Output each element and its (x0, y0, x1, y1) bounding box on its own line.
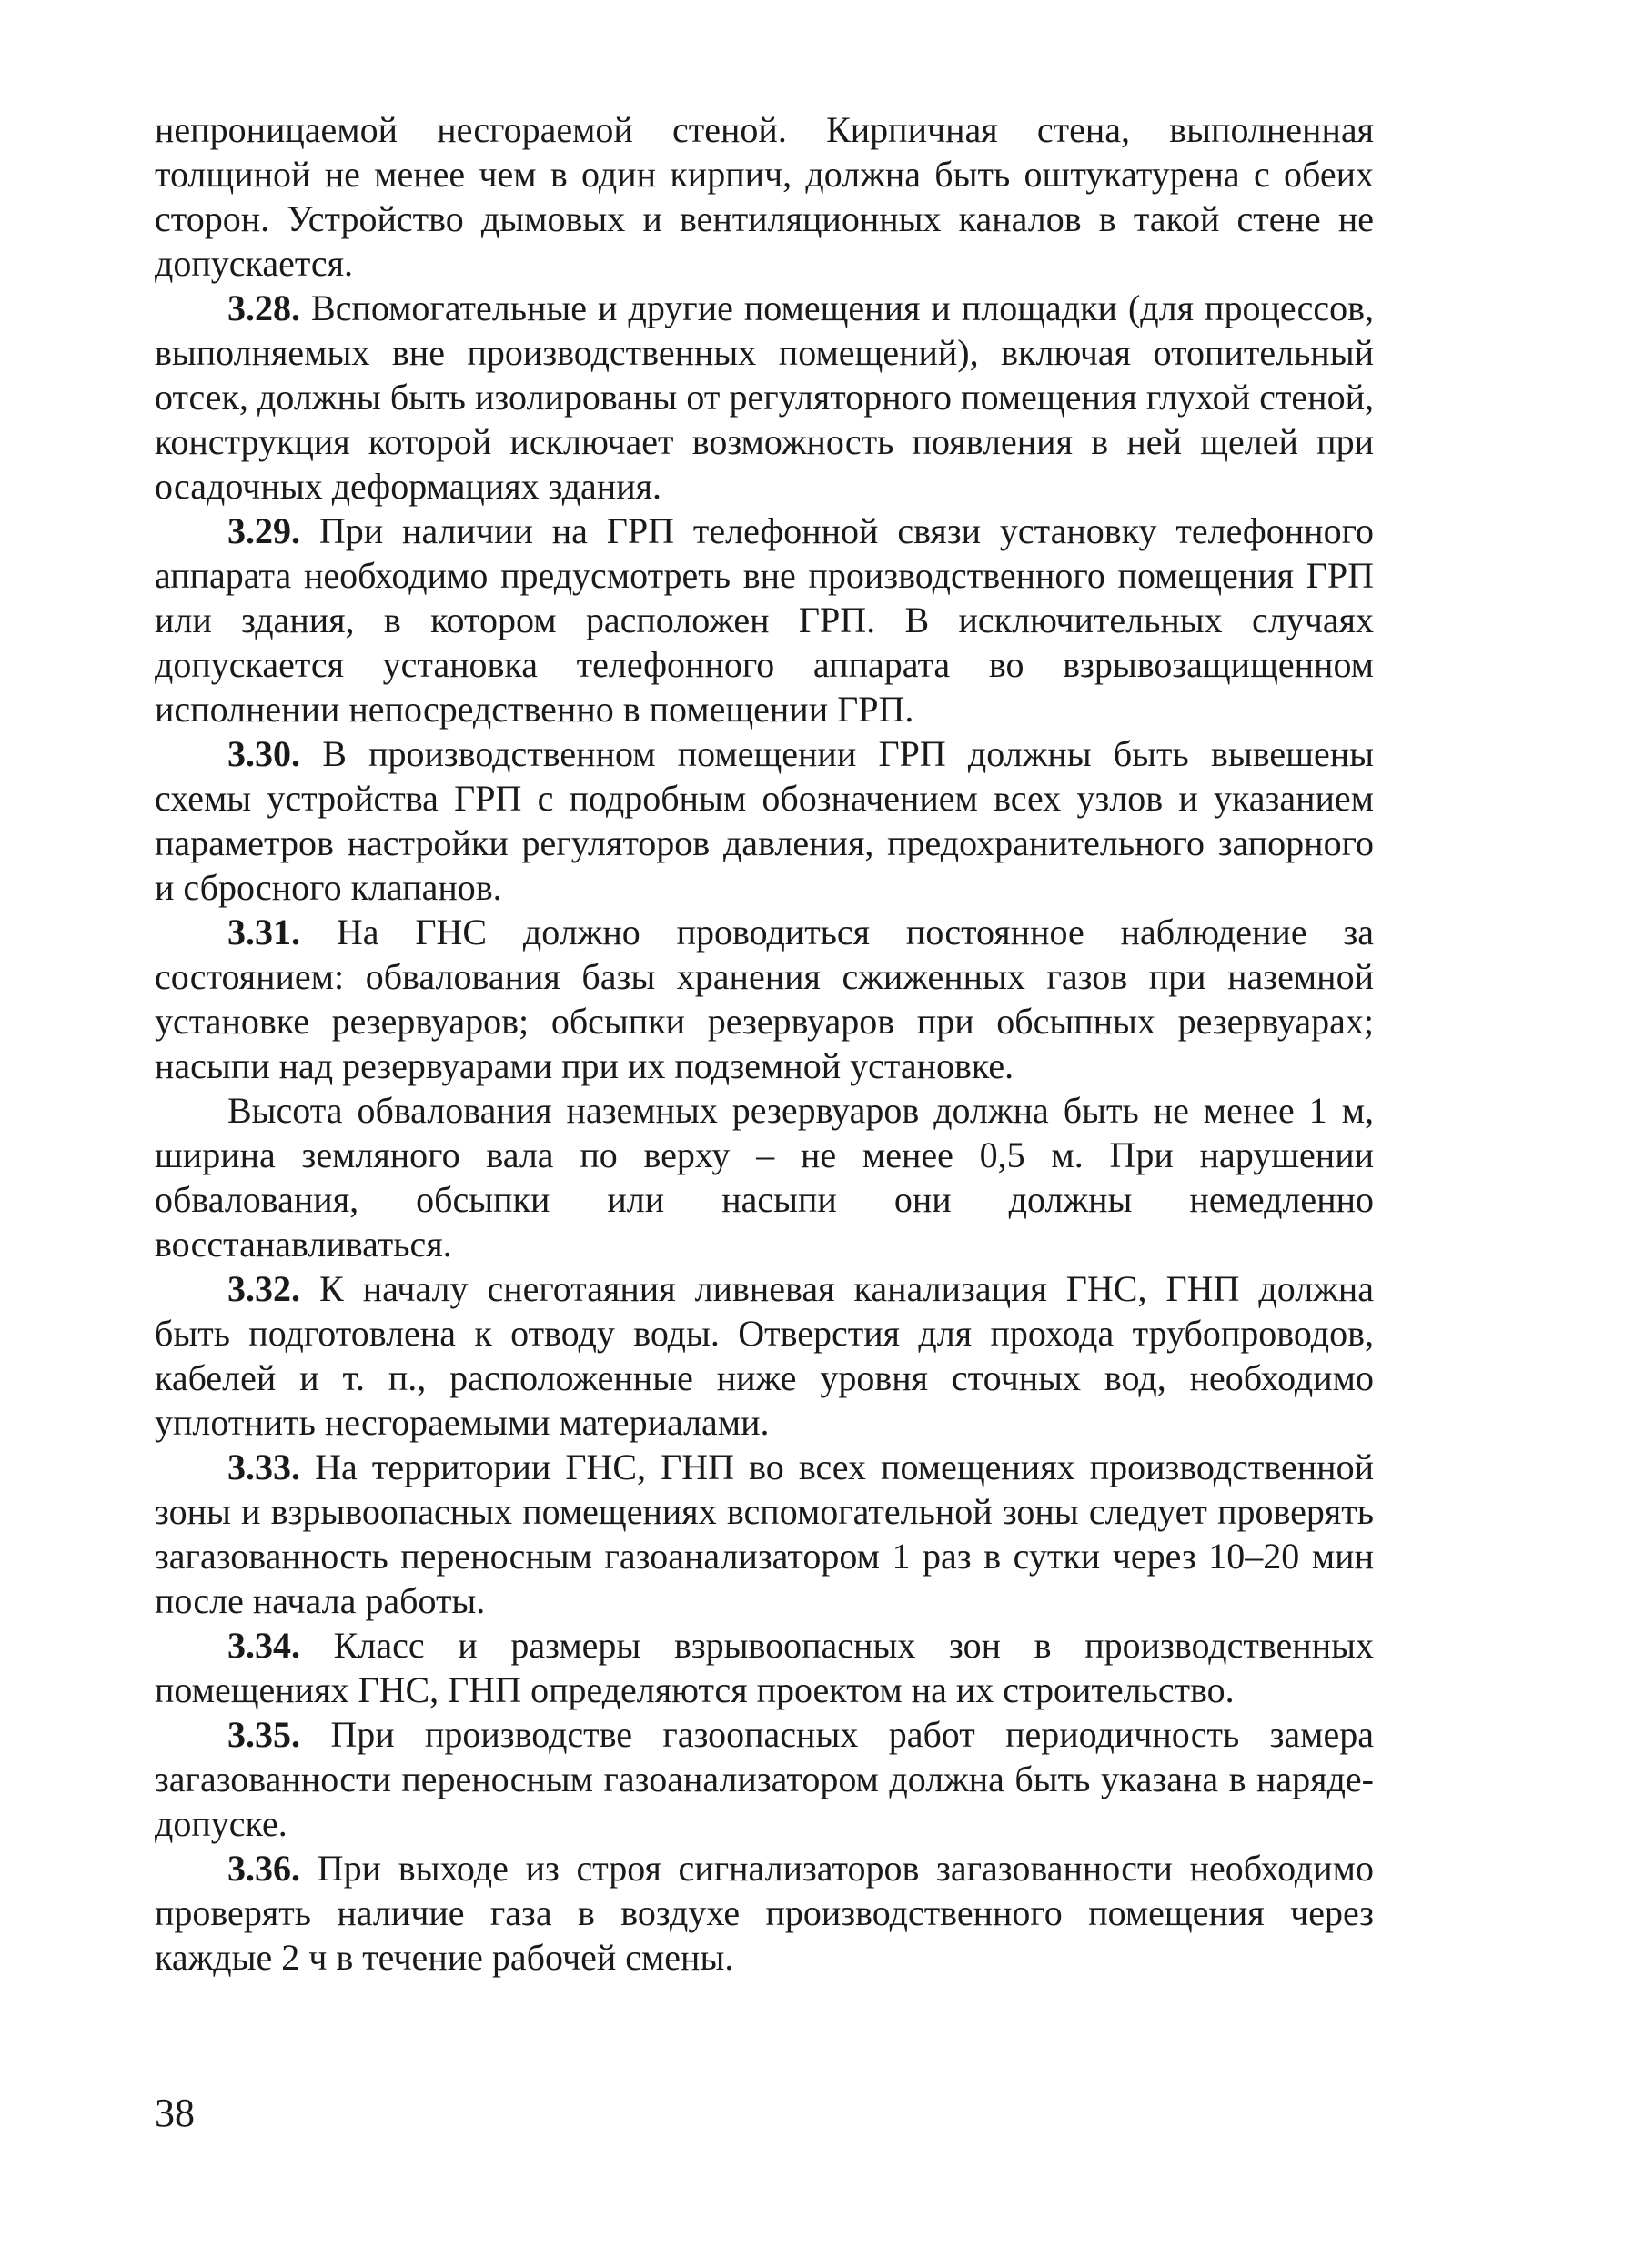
paragraph-continuation (155, 107, 1374, 286)
paragraph-text: При производстве газоопасных работ периодичность замера загазованности переносным газоанализатором должна быть указана в наряде-допуске. (155, 1714, 1374, 1844)
paragraph-3-29 (155, 509, 1374, 731)
paragraph-text: непроницаемой несгораемой стеной. Кирпичная стена, выполненная толщиной не менее чем в один кирпич, должна быть оштукатурена с обеих сторон. Устройство дымовых и вентиляционных каналов в такой стене не допускается. (155, 109, 1374, 284)
paragraph-number: 3.34. (227, 1625, 300, 1666)
paragraph-3-36 (155, 1846, 1374, 1980)
paragraph-number: 3.33. (227, 1446, 300, 1487)
paragraph-text: Вспомогательные и другие помещения и площадки (для процессов, выполняемых вне производственных помещений), включая отопительный отсек, должны быть изолированы от регуляторного помещения глухой стеной, конструкция которой исключает возможность появления в ней щелей при осадочных деформациях здания. (155, 287, 1374, 507)
paragraph-3-31 (155, 910, 1374, 1088)
paragraph-number: 3.31. (227, 912, 300, 953)
paragraph-text: На территории ГНС, ГНП во всех помещениях производственной зоны и взрывоопасных помещениях вспомогательной зоны следует проверять загазованность переносным газоанализатором 1 раз в сутки через 10–20 мин после начала работы. (155, 1446, 1374, 1621)
paragraph-text: При наличии на ГРП телефонной связи установку телефонного аппарата необходимо предусмотреть вне производственного помещения ГРП или здания, в котором расположен ГРП. В исключительных случаях допускается установка телефонного аппарата во взрывозащищенном исполнении непосредственно в помещении ГРП. (155, 510, 1374, 730)
paragraph-3-30 (155, 731, 1374, 910)
paragraph-number: 3.29. (227, 510, 300, 551)
paragraph-3-34 (155, 1623, 1374, 1712)
paragraph-number: 3.32. (227, 1268, 300, 1309)
page-number: 38 (155, 2091, 195, 2135)
paragraph-text: К началу снеготаяния ливневая канализация ГНС, ГНП должна быть подготовлена к отводу воды. Отверстия для прохода трубопроводов, кабелей и т. п., расположенные ниже уровня сточных вод, необходимо уплотнить несгораемыми материалами. (155, 1268, 1374, 1443)
paragraph-3-31-cont (155, 1088, 1374, 1266)
body-text (155, 107, 1374, 1980)
paragraph-3-35 (155, 1712, 1374, 1846)
paragraph-number: 3.28. (227, 287, 300, 328)
paragraph-number: 3.36. (227, 1848, 300, 1889)
paragraph-text: На ГНС должно проводиться постоянное наблюдение за состоянием: обвалования базы хранения сжиженных газов при наземной установке резервуаров; обсыпки резервуаров при обсыпных резервуарах; насыпи над резервуарами при их подземной установке. (155, 912, 1374, 1086)
paragraph-text: В производственном помещении ГРП должны быть вывешены схемы устройства ГРП с подробным обозначением всех узлов и указанием параметров настройки регуляторов давления, предохранительного запорного и сбросного клапанов. (155, 733, 1374, 908)
paragraph-number: 3.30. (227, 733, 300, 774)
paragraph-text: Высота обвалования наземных резервуаров должна быть не менее 1 м, ширина земляного вала по верху – не менее 0,5 м. При нарушении обвалования, обсыпки или насыпи они должны немедленно восстанавливаться. (155, 1090, 1374, 1265)
paragraph-3-32 (155, 1266, 1374, 1445)
paragraph-3-28 (155, 286, 1374, 509)
paragraph-number: 3.35. (227, 1714, 300, 1755)
paragraph-text: При выходе из строя сигнализаторов загазованности необходимо проверять наличие газа в воздухе производственного помещения через каждые 2 ч в течение рабочей смены. (155, 1848, 1374, 1978)
paragraph-3-33 (155, 1445, 1374, 1623)
paragraph-text: Класс и размеры взрывоопасных зон в производственных помещениях ГНС, ГНП определяются проектом на их строительство. (155, 1625, 1374, 1710)
